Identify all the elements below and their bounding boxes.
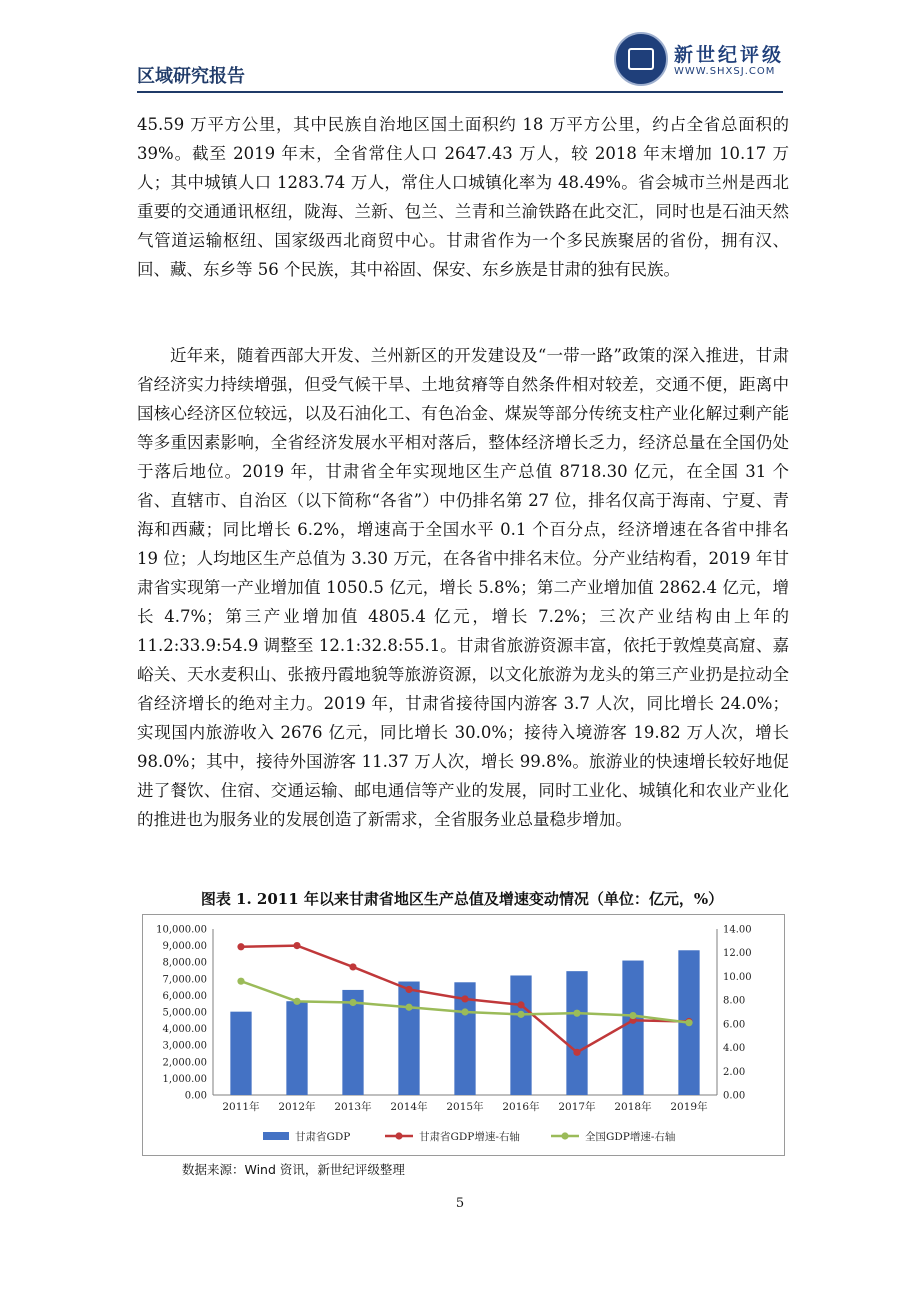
brand-name: 新世纪评级 bbox=[674, 44, 785, 66]
gansu-growth-point bbox=[237, 943, 244, 950]
legend-gdp-swatch bbox=[263, 1132, 289, 1140]
gansu-growth-point bbox=[293, 942, 300, 949]
national-growth-point bbox=[573, 1010, 580, 1017]
national-growth-point bbox=[461, 1008, 468, 1015]
right-axis-tick-label: 4.00 bbox=[723, 1043, 746, 1055]
gdp-bar bbox=[622, 961, 643, 1095]
figure-title: 图表 1. 2011 年以来甘肃省地区生产总值及增速变动情况（单位：亿元，%） bbox=[200, 890, 724, 908]
section-title: 区域研究报告 bbox=[137, 66, 245, 87]
chart-frame bbox=[142, 914, 785, 1156]
brand-url: WWW.SHXSJ.COM bbox=[674, 66, 776, 77]
gdp-bar bbox=[566, 971, 587, 1095]
left-axis-tick-label: 3,000.00 bbox=[162, 1040, 207, 1052]
gansu-growth-point bbox=[405, 986, 412, 993]
header-divider bbox=[137, 91, 783, 93]
gdp-chart bbox=[143, 915, 784, 1155]
figure-source: 数据来源：Wind 资讯，新世纪评级整理 bbox=[182, 1162, 405, 1177]
gansu-growth-point bbox=[517, 1001, 524, 1008]
right-axis-tick-label: 12.00 bbox=[723, 948, 752, 960]
gdp-bar bbox=[398, 982, 419, 1095]
left-axis-tick-label: 1,000.00 bbox=[162, 1073, 207, 1085]
left-axis-tick-label: 4,000.00 bbox=[162, 1024, 207, 1036]
x-axis-tick-label: 2017年 bbox=[558, 1101, 596, 1113]
gdp-bar bbox=[510, 975, 531, 1095]
left-axis-tick-label: 10,000.00 bbox=[156, 924, 207, 936]
brand-logo-icon bbox=[614, 32, 668, 86]
x-axis-tick-label: 2013年 bbox=[334, 1101, 372, 1113]
legend-national-growth-label: 全国GDP增速-右轴 bbox=[585, 1131, 676, 1143]
gansu-growth-point bbox=[461, 995, 468, 1002]
x-axis-tick-label: 2016年 bbox=[502, 1101, 540, 1113]
national-growth-point bbox=[517, 1011, 524, 1018]
right-axis-tick-label: 2.00 bbox=[723, 1066, 746, 1078]
national-growth-point bbox=[405, 1004, 412, 1011]
left-axis-tick-label: 0.00 bbox=[184, 1090, 207, 1102]
gansu-growth-point bbox=[573, 1049, 580, 1056]
body-paragraph-1: 45.59 万平方公里，其中民族自治地区国土面积约 18 万平方公里，约占全省总面积的 39%。截至 2019 年末，全省常住人口 2647.43 万人，较 2018 年末增加 10.17 万人；其中城镇人口 1283.74 万人，常住人口城镇化率为 48.49%。省会城市兰州是西北重要的交通通讯枢纽，陇海、兰新、包兰、兰青和兰渝铁路在此交汇，同时也是石油天然气管道运输枢纽、国家级西北商贸中心。甘肃省作为一个多民族聚居的省份，拥有汉、回、藏、东乡等 56 个民族，其中裕固、保安、东乡族是甘肃的独有民族。 bbox=[137, 115, 789, 279]
left-axis-tick-label: 5,000.00 bbox=[162, 1007, 207, 1019]
body-paragraph-2: 近年来，随着西部大开发、兰州新区的开发建设及“一带一路”政策的深入推进，甘肃省经济实力持续增强，但受气候干旱、土地贫瘠等自然条件相对较差，交通不便，距离中国核心经济区位较远，以及石油化工、有色冶金、煤炭等部分传统支柱产业化解过剩产能等多重因素影响，全省经济发展水平相对落后，整体经济增长乏力，经济总量在全国仍处于落后地位。2019 年，甘肃省全年实现地区生产总值 8718.30 亿元，在全国 31 个省、直辖市、自治区（以下简称“各省”）中仍排名第 27 位，排名仅高于海南、宁夏、青海和西藏；同比增长 6.2%，增速高于全国水平 0.1 个百分点，经济增速在各省中排名 19 位；人均地区生产总值为 3.30 万元，在各省中排名末位。分产业结构看，2019 年甘肃省实现第一产业增加值 1050.5 亿元，增长 5.8%；第二产业增加值 2862.4 亿元，增长 4.7%；第三产业增加值 4805.4 亿元，增长 7.2%；三次产业结构由上年的 11.2:33.9:54.9 调整至 12.1:32.8:55.1。甘肃省旅游资源丰富，依托于敦煌莫高窟、嘉峪关、天水麦积山、张掖丹霞地貌等旅游资源，以文化旅游为龙头的第三产业扔是拉动全省经济增长的绝对主力。2019 年，甘肃省接待国内游客 3.7 人次，同比增长 24.0%；实现国内旅游收入 2676 亿元，同比增长 30.0%；接待入境游客 19.82 万人次，增长 98.0%；其中，接待外国游客 11.37 万人次，增长 99.8%。旅游业的快速增长较好地促进了餐饮、住宿、交通运输、邮电通信等产业的发展，同时工业化、城镇化和农业产业化的推进也为服务业的发展创造了新需求，全省服务业总量稳步增加。 bbox=[137, 346, 789, 829]
national-growth-point bbox=[237, 978, 244, 985]
legend-gdp-label: 甘肃省GDP bbox=[295, 1131, 351, 1143]
left-axis-tick-label: 2,000.00 bbox=[162, 1057, 207, 1069]
national-growth-point bbox=[685, 1019, 692, 1026]
x-axis-tick-label: 2014年 bbox=[390, 1101, 428, 1113]
national-growth-point bbox=[349, 999, 356, 1006]
national-growth-point bbox=[293, 998, 300, 1005]
left-axis-tick-label: 8,000.00 bbox=[162, 957, 207, 969]
legend-national-growth-swatch-point bbox=[561, 1132, 568, 1139]
gansu-growth-point bbox=[349, 963, 356, 970]
national-growth-point bbox=[629, 1012, 636, 1019]
x-axis-tick-label: 2015年 bbox=[446, 1101, 484, 1113]
right-axis-tick-label: 0.00 bbox=[723, 1090, 746, 1102]
left-axis-tick-label: 6,000.00 bbox=[162, 990, 207, 1002]
right-axis-tick-label: 8.00 bbox=[723, 995, 746, 1007]
x-axis-tick-label: 2018年 bbox=[614, 1101, 652, 1113]
gdp-bar bbox=[230, 1012, 251, 1095]
gdp-bar bbox=[286, 1001, 307, 1095]
x-axis-tick-label: 2011年 bbox=[222, 1101, 260, 1113]
x-axis-tick-label: 2012年 bbox=[278, 1101, 316, 1113]
x-axis-tick-label: 2019年 bbox=[670, 1101, 708, 1113]
right-axis-tick-label: 10.00 bbox=[723, 971, 752, 983]
right-axis-tick-label: 6.00 bbox=[723, 1019, 746, 1031]
right-axis-tick-label: 14.00 bbox=[723, 924, 752, 936]
legend-gansu-growth-label: 甘肃省GDP增速-右轴 bbox=[419, 1131, 520, 1143]
legend-gansu-growth-swatch-point bbox=[395, 1132, 402, 1139]
page-number: 5 bbox=[455, 1196, 465, 1211]
left-axis-tick-label: 7,000.00 bbox=[162, 974, 207, 986]
left-axis-tick-label: 9,000.00 bbox=[162, 941, 207, 953]
